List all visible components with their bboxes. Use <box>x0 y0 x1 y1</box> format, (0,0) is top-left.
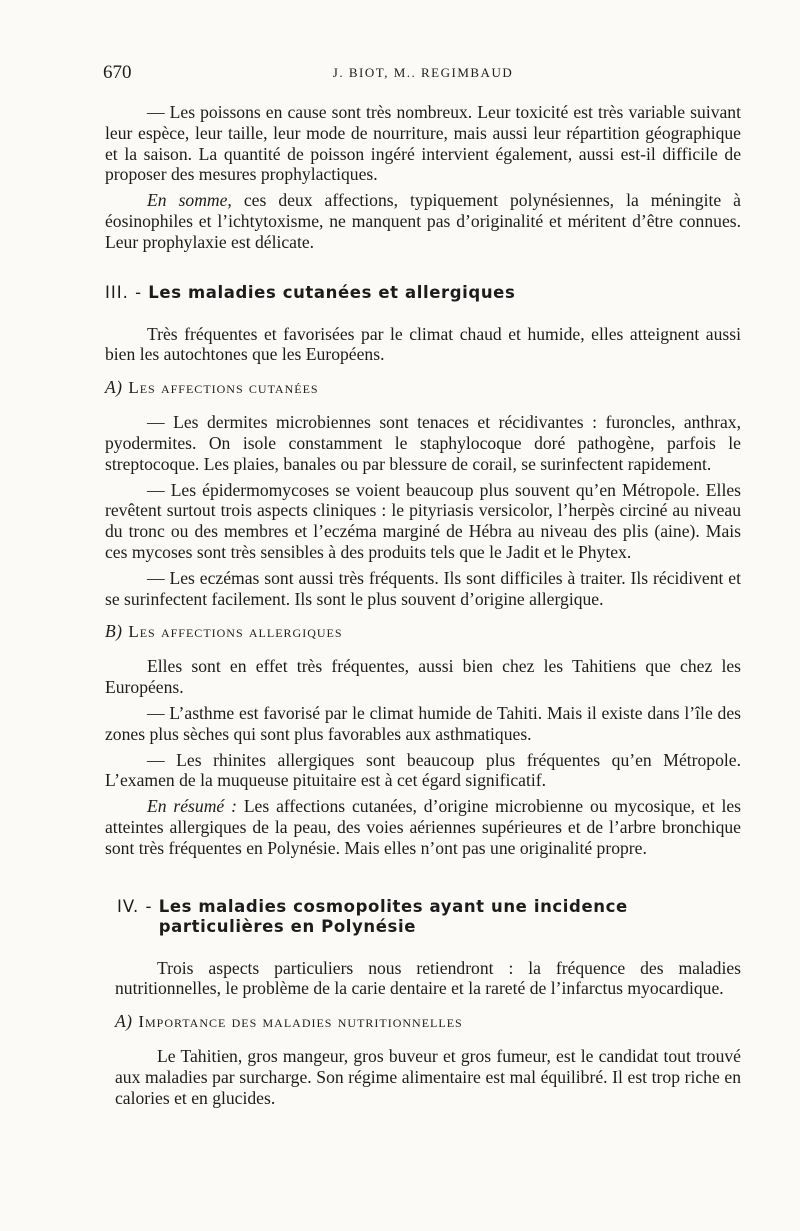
section-3-heading <box>105 283 741 303</box>
paragraph-asthme: — L’asthme est favorisé par le climat humide de Tahiti. Mais il existe dans l’île des zones plus sèches qui sont plus favorables aux asthmatiques. <box>105 702 741 744</box>
section-4-heading <box>105 897 741 937</box>
section-3-number: III. - <box>105 282 149 302</box>
lead-en-resume: En résumé : <box>147 796 237 817</box>
lead-en-somme: En somme, <box>147 190 232 211</box>
subsection-3a-heading <box>105 377 741 398</box>
section-3-title: Les maladies cutanées et allergiques <box>148 282 516 302</box>
subsection-3b-letter: B) <box>105 621 123 642</box>
paragraph-poissons: — Les poissons en cause sont très nombreux. Leur toxicité est très variable suivant leur espèce, leur taille, leur mode de nourriture, mais aussi leur répartition géographique et la saison. La quantité de poisson ingéré intervient également, aussi est-il difficile de proposer des mesures prophylactiques. <box>105 102 741 185</box>
section-4-number: IV. - <box>117 896 159 916</box>
section-4 <box>105 897 741 1109</box>
page-number: 670 <box>103 62 132 83</box>
text-en-resume: Les affections cutanées, d’origine microbienne ou mycosique, et les atteintes allergiques de la peau, des voies aériennes supérieures et de l’arbre bronchique sont très fréquentes en Polynésie. Mais elles n’ont pas une originalité propre. <box>105 796 741 858</box>
subsection-4a-letter: A) <box>115 1011 133 1032</box>
paragraph-en-resume <box>105 796 741 858</box>
paragraph-rhinites: — Les rhinites allergiques sont beaucoup plus fréquentes qu’en Métropole. L’examen de la muqueuse pituitaire est à cet égard significatif. <box>105 749 741 791</box>
paragraph-epidermomycoses: — Les épidermomycoses se voient beaucoup plus souvent qu’en Métropole. Elles revêtent surtout trois aspects cliniques : le pityriasis versicolor, l’herpès circiné au niveau du tronc ou des membres et l’eczéma marginé de Hébra au niveau des plis (aine). Mais ces mycoses sont très sensibles à des produits tels que le Jadit et le Phytex. <box>105 479 741 562</box>
subsection-3a-letter: A) <box>105 377 123 398</box>
subsection-3b-heading <box>105 621 741 642</box>
paragraph-eczemas: — Les eczémas sont aussi très fréquents. Ils sont difficiles à traiter. Ils récidivent et se surinfectent facilement. Ils sont le plus souvent d’origine allergique. <box>105 567 741 609</box>
paragraph-allergiques-intro: Elles sont en effet très fréquentes, aussi bien chez les Tahitiens que chez les Européens. <box>105 656 741 698</box>
page-content <box>105 102 741 1109</box>
running-title: J. BIOT, M.. REGIMBAUD <box>332 65 514 80</box>
subsection-3a-title: Les affections cutanées <box>128 378 319 398</box>
subsection-4a-title: Importance des maladies nutritionnelles <box>138 1012 463 1032</box>
paragraph-dermites: — Les dermites microbiennes sont tenaces et récidivantes : furoncles, anthrax, pyodermites. On isole constamment le staphylocoque doré pathogène, parfois le streptocoque. Les plaies, banales ou par blessure de corail, se surinfectent rapidement. <box>105 412 741 474</box>
section-3-intro: Très fréquentes et favorisées par le climat chaud et humide, elles atteignent aussi bien les autochtones que les Européens. <box>105 323 741 365</box>
paragraph-en-somme <box>105 190 741 252</box>
paragraph-tahitien: Le Tahitien, gros mangeur, gros buveur et gros fumeur, est le candidat tout trouvé aux maladies par surcharge. Son régime alimentaire est mal équilibré. Il est trop riche en calories et en glucides. <box>115 1046 741 1108</box>
subsection-4a-heading <box>105 1011 741 1032</box>
subsection-3b-title: Les affections allergiques <box>128 622 343 642</box>
page-header <box>103 62 743 88</box>
text-en-somme: ces deux affections, typiquement polynésiennes, la méningite à éosinophiles et l’ichtytoxisme, ne manquent pas d’originalité et méritent d’être connues. Leur prophylaxie est délicate. <box>105 190 741 252</box>
section-4-title: Les maladies cosmopolites ayant une incidence particulières en Polynésie <box>158 896 628 936</box>
section-4-intro: Trois aspects particuliers nous retiendront : la fréquence des maladies nutritionnelles, le problème de la carie dentaire et la rareté de l’infarctus myocardique. <box>115 957 741 999</box>
